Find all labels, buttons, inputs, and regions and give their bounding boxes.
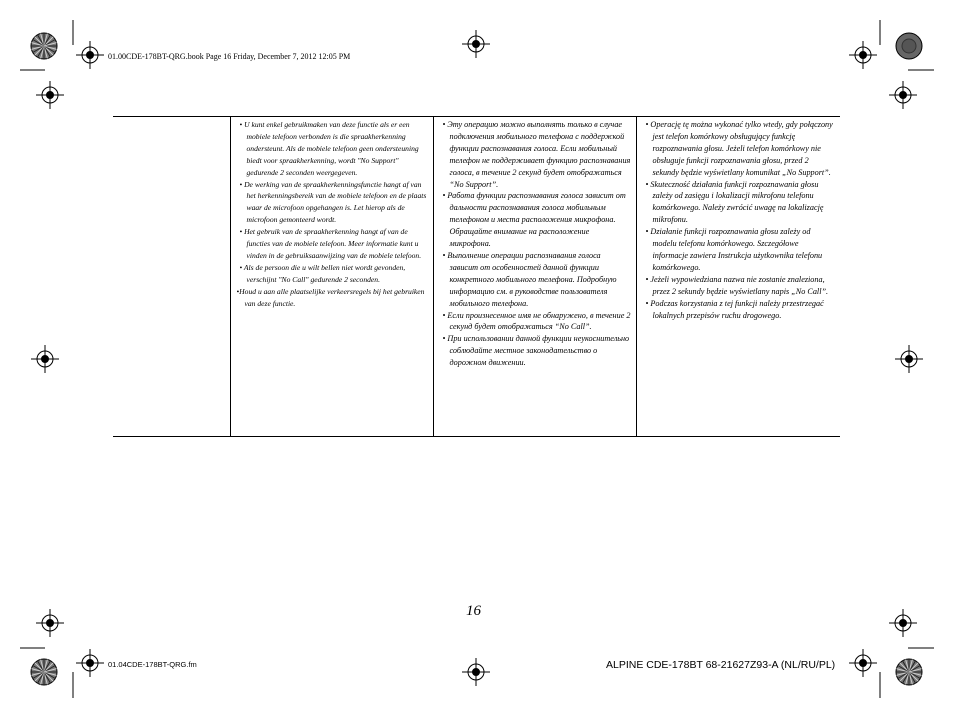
registration-target-top-center: [462, 30, 490, 58]
header-file-info: 01.00CDE-178BT-QRG.book Page 16 Friday, December 7, 2012 12:05 PM: [108, 52, 351, 61]
starburst-mark-bottom-right: [896, 659, 922, 685]
registration-target-bottom-right: [849, 649, 877, 677]
russian-bullet-1: • Эту операцию можно выполнять только в случае подключения мобильного телефона с поддержкой функции распознавания голоса. Если мобильный телефон не поддерживает функцию распознавания голоса, в течение 2 секунд будет отображаться “No Support”.: [442, 120, 631, 189]
registration-target-left-lower: [36, 609, 64, 637]
disc-mark-top-right: [896, 33, 922, 59]
page-number: 16: [466, 603, 481, 619]
starburst-mark-bottom-left: [31, 659, 57, 685]
dutch-column: [230, 117, 433, 437]
russian-bullet-4: • Если произнесенное имя не обнаружено, в течение 2 секунд будет отображаться “No Call”.: [442, 310, 631, 332]
registration-target-right-middle: [895, 345, 923, 373]
dutch-bullet-5: •Houd u aan alle plaatselijke verkeersregels bij het gebruiken van deze functie.: [236, 286, 425, 308]
polish-bullet-5: • Podczas korzystania z tej funkcji należy przestrzegać lokalnych przepisów ruchu drogowego.: [645, 298, 824, 320]
footer-file-name: 01.04CDE-178BT-QRG.fm: [108, 660, 197, 669]
russian-column: [433, 117, 636, 437]
polish-bullet-1: • Operację tę można wykonać tylko wtedy, gdy połączony jest telefon komórkowy obsługujący funkcję rozpoznawania głosu. Jeżeli telefon komórkowy nie obsługuje funkcji rozpoznawania głosu, przed 2 sekundy będzie wyświetlany komunikat „No Support”.: [645, 120, 833, 177]
dutch-bullet-4: • Als de persoon die u wilt bellen niet wordt gevonden, verschijnt "No Call" gedurende 2 seconden.: [239, 262, 406, 284]
registration-target-right-upper: [889, 81, 917, 109]
russian-bullet-2: • Работа функции распознавания голоса зависит от дальности распознавания голоса мобильным телефоном и места расположения микрофона. Обращайте внимание на расположение микрофона.: [442, 191, 626, 249]
registration-target-left-upper: [36, 81, 64, 109]
footer-model-info: ALPINE CDE-178BT 68-21627Z93-A (NL/RU/PL): [606, 659, 836, 671]
registration-target-right-lower: [889, 609, 917, 637]
polish-bullet-2: • Skuteczność działania funkcji rozpoznawania głosu zależy od zasięgu i lokalizacji mikrofonu telefonu komórkowego. Należy zwrócić uwagę na lokalizację mikrofonu.: [645, 179, 824, 225]
russian-bullet-3: • Выполнение операции распознавания голоса зависит от особенностей данной функции конкретного мобильного телефона. Подробную информацию см. в руководстве пользователя мобильного телефона.: [442, 250, 617, 308]
polish-column: [636, 117, 840, 437]
dutch-bullet-2: • De werking van de spraakherkenningsfunctie hangt af van het herkenningsbereik van de mobiele telefoon en de plaats waar de microfoon opgehangen is. Let hierop als de microfoon gemonteerd wordt.: [239, 179, 427, 225]
polish-bullet-3: • Działanie funkcji rozpoznawania głosu zależy od modelu telefonu komórkowego. Szczegółowe informacje zawiera Instrukcja użytkownika telefonu komórkowego.: [645, 227, 823, 272]
content-table: [113, 116, 840, 437]
starburst-mark-top-left: [31, 33, 57, 59]
polish-bullet-4: • Jeżeli wypowiedziana nazwa nie zostanie znaleziona, przez 2 sekundy będzie wyświetlany napis „No Call”.: [645, 274, 829, 296]
registration-target-left-middle: [31, 345, 59, 373]
registration-target-top-left: [76, 41, 104, 69]
dutch-bullet-1: • U kunt enkel gebruikmaken van deze functie als er een mobiele telefoon verbonden is die spraakherkenning ondersteunt. Als de mobiele telefoon geen ondersteuning biedt voor spraakherkenning, wordt "No Support" gedurende 2 seconden weergegeven.: [239, 120, 419, 177]
registration-target-bottom-left: [76, 649, 104, 677]
dutch-bullet-3: • Het gebruik van de spraakherkenning hangt af van de functies van de mobiele telefoon. Meer informatie kunt u vinden in de gebruiksaanwijzing van de mobiele telefoon.: [239, 227, 422, 260]
registration-target-bottom-center: [462, 658, 490, 686]
registration-target-top-right: [849, 41, 877, 69]
russian-bullet-5: • При использовании данной функции неукоснительно соблюдайте местное законодательство о дорожном движении.: [442, 334, 630, 368]
empty-first-column: [113, 117, 230, 437]
